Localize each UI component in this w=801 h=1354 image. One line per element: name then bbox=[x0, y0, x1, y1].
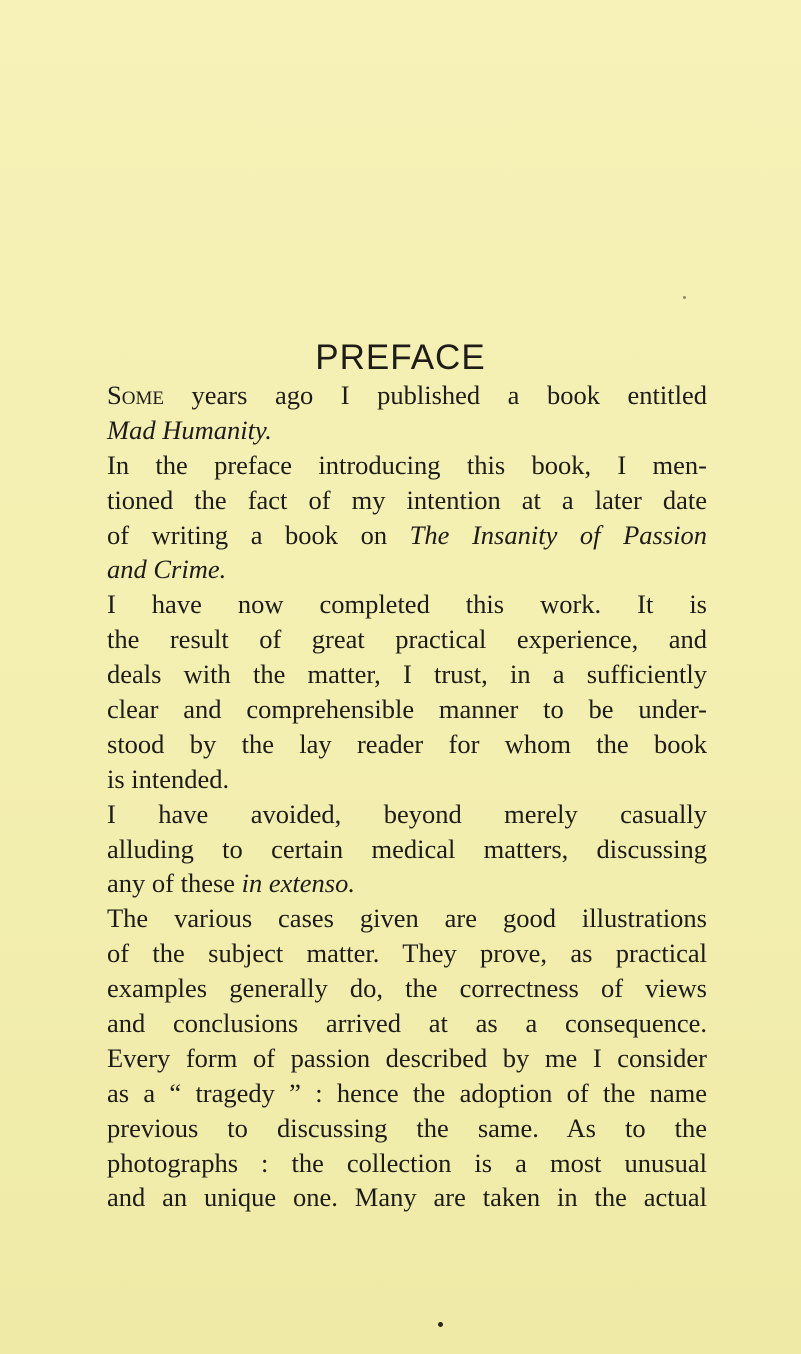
small-caps-lead: Some bbox=[107, 380, 164, 410]
paragraph-4-line-2: alluding to certain medical matters, discussing bbox=[107, 833, 707, 864]
book-title-italic: The Insanity of Passion bbox=[409, 519, 707, 550]
paragraph-3-line-6: is intended. bbox=[107, 763, 230, 794]
paragraph-3-line-4: clear and comprehensible manner to be under- bbox=[107, 694, 707, 725]
text-run: years ago I published a book entitled bbox=[163, 380, 707, 410]
page-title: PREFACE bbox=[315, 338, 486, 377]
paragraph-5-line-3: examples generally do, the correctness of views bbox=[107, 973, 707, 1004]
paragraph-3-line-3: deals with the matter, I trust, in a sufficiently bbox=[107, 659, 707, 690]
paragraph-5-line-6: as a “ tragedy ” : hence the adoption of the name bbox=[107, 1077, 707, 1108]
paragraph-5-line-9: and an unique one. Many are taken in the actual bbox=[107, 1182, 707, 1213]
paragraph-5-line-4: and conclusions arrived at as a consequence. bbox=[107, 1008, 707, 1039]
paragraph-5-line-2: of the subject matter. They prove, as practical bbox=[107, 938, 707, 969]
text-run: of writing a book on bbox=[107, 519, 410, 550]
paragraph-4-line-1: I have avoided, beyond merely casually bbox=[107, 798, 707, 829]
paragraph-1-line-1 bbox=[107, 378, 707, 413]
paragraph-2-line-4 bbox=[107, 552, 707, 587]
paragraph-2-line-3 bbox=[107, 518, 707, 553]
paragraph-3-line-2: the result of great practical experience, and bbox=[107, 624, 707, 655]
latin-phrase-italic: in extenso. bbox=[241, 868, 355, 899]
book-title-italic: Mad Humanity. bbox=[107, 414, 272, 445]
book-title-italic: and Crime. bbox=[107, 554, 227, 585]
paragraph-3-line-5: stood by the lay reader for whom the book bbox=[107, 728, 707, 759]
paper-speck bbox=[438, 1322, 443, 1327]
paragraph-2-line-2: tioned the fact of my intention at a later date bbox=[107, 484, 707, 515]
text-run: any of these bbox=[107, 868, 242, 899]
paper-speck bbox=[683, 296, 686, 299]
paragraph-3-line-1: I have now completed this work. It is bbox=[107, 589, 707, 620]
paragraph-5-line-5: Every form of passion described by me I consider bbox=[107, 1042, 707, 1073]
paragraph-5-line-7: previous to discussing the same. As to the bbox=[107, 1112, 707, 1143]
paragraph-5-line-1: The various cases given are good illustrations bbox=[107, 903, 707, 934]
paragraph-4-line-3 bbox=[107, 866, 707, 901]
preface-body bbox=[107, 378, 707, 1215]
paragraph-5-line-8: photographs : the collection is a most unusual bbox=[107, 1147, 707, 1178]
paragraph-1-line-2 bbox=[107, 413, 707, 448]
paragraph-2-line-1: In the preface introducing this book, I men- bbox=[107, 449, 707, 480]
